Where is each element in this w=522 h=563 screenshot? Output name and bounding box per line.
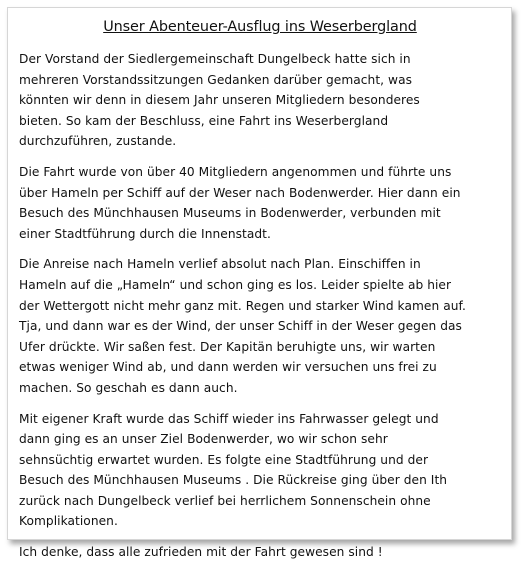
- text-line: Ufer drückte. Wir saßen fest. Der Kapitän beruhigte uns, wir warten: [19, 339, 436, 354]
- text-line: Ich denke, dass alle zufrieden mit der Fahrt gewesen sind !: [19, 545, 383, 560]
- text-line: über Hameln per Schiff auf der Weser nach Bodenwerder. Hier dann ein: [19, 185, 461, 200]
- paragraph-trip: [19, 162, 501, 244]
- text-line: Mit eigener Kraft wurde das Schiff wieder ins Fahrwasser gelegt und: [19, 411, 439, 426]
- text-line: Besuch des Münchhausen Museums in Bodenwerder, verbunden mit: [19, 206, 441, 221]
- document-page: [7, 7, 512, 560]
- text-line: Die Anreise nach Hameln verlief absolut nach Plan. Einschiffen in: [19, 257, 421, 272]
- text-line: etwas weniger Wind ab, und dann werden wir versuchen uns frei zu: [19, 360, 437, 375]
- text-line: Der Vorstand der Siedlergemeinschaft Dungelbeck hatte sich in: [19, 52, 411, 66]
- text-line: dann ging es an unser Ziel Bodenwerder, wo wir schon sehr: [19, 432, 388, 447]
- text-line: sehnsüchtig erwartet wurden. Es folgte eine Stadtführung und der: [19, 452, 429, 467]
- text-line: Besuch des Münchhausen Museums . Die Rückreise ging über den Ith: [19, 473, 448, 488]
- text-line: einer Stadtführung durch die Innenstadt.: [19, 226, 271, 241]
- text-line: durchzuführen, zustande.: [19, 134, 177, 149]
- text-line: Tja, und dann war es der Wind, der unser Schiff in der Weser gegen das: [19, 319, 462, 334]
- paragraph-closing: [19, 542, 501, 563]
- text-line: Komplikationen.: [19, 514, 118, 529]
- text-line: bieten. So kam der Beschluss, eine Fahrt ins Weserbergland: [19, 113, 389, 128]
- document-title: Unser Abenteuer-Ausflug ins Weserbergland: [103, 19, 417, 35]
- text-line: könnten wir denn in diesem Jahr unseren Mitgliedern besonderes: [19, 93, 420, 108]
- text-line: der Wettergott nicht mehr ganz mit. Regen und starker Wind kamen auf.: [19, 298, 466, 313]
- paragraph-journey: [19, 254, 501, 398]
- text-line: Hameln auf die „Hameln“ und schon ging es los. Leider spielte ab hier: [19, 277, 452, 292]
- text-line: zurück nach Dungelbeck verlief bei herrlichem Sonnenschein ohne: [19, 493, 431, 508]
- text-line: Die Fahrt wurde von über 40 Mitgliedern angenommen und führte uns: [19, 164, 452, 179]
- text-line: machen. So geschah es dann auch.: [19, 380, 238, 395]
- paragraph-arrival: [19, 409, 501, 533]
- paragraph-intro: [19, 49, 501, 152]
- text-line: mehreren Vorstandssitzungen Gedanken darüber gemacht, was: [19, 72, 413, 87]
